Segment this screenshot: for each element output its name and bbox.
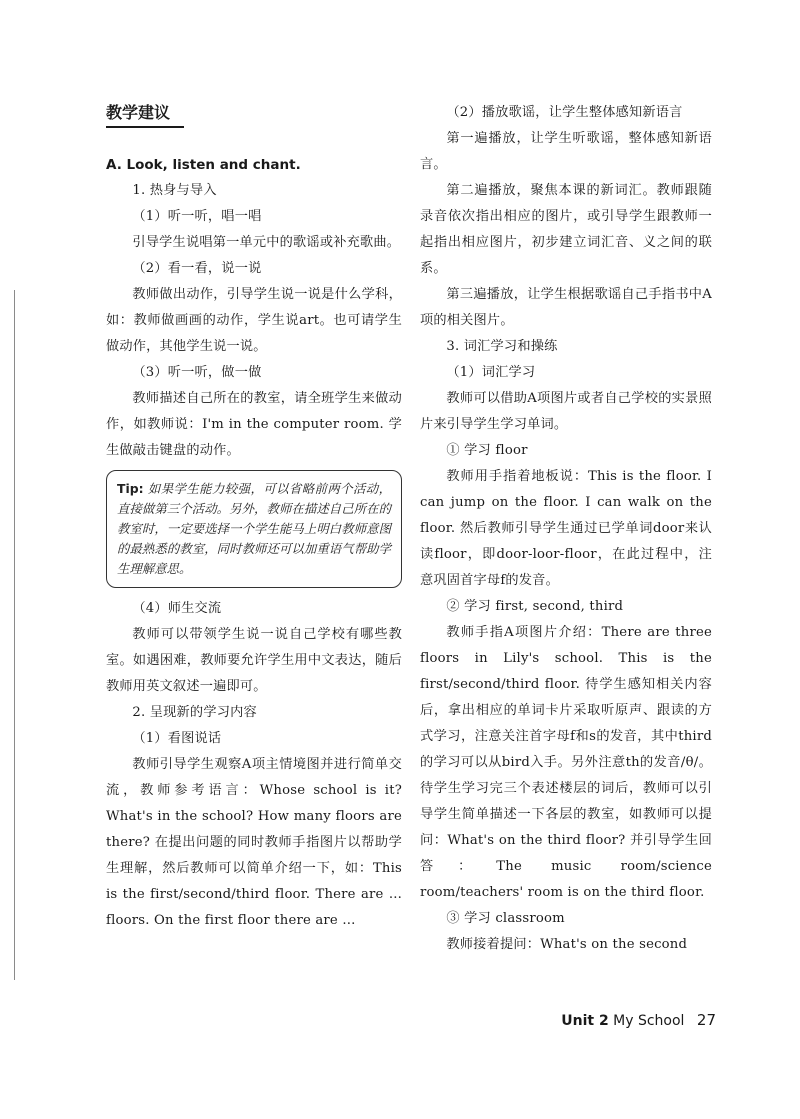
paragraph: 教师可以带领学生说一说自己学校有哪些教室。如遇困难，教师要允许学生用中文表达，随后教师用英文叙述一遍即可。 xyxy=(106,627,402,694)
step-heading: （1）词汇学习 xyxy=(446,365,536,380)
paragraph: 教师可以借助A项图片或者自己学校的实景照片来引导学生学习单词。 xyxy=(420,391,712,432)
paragraph: 第一遍播放，让学生听歌谣，整体感知新语言。 xyxy=(420,131,712,172)
paragraph: 教师做出动作，引导学生说一说是什么学科，如：教师做画画的动作，学生说art。也可请学生做动作，其他学生说一说。 xyxy=(106,287,402,354)
page-number: 27 xyxy=(696,1011,716,1029)
step-heading: （1）看图说话 xyxy=(132,731,222,746)
footer-title: My School xyxy=(613,1013,685,1029)
page-footer xyxy=(516,1010,716,1031)
paragraph: 教师手指A项图片介绍：There are three floors in Lily's school. This is the first/second/third floor. 待学生感知相关内容后，拿出相应的单词卡片采取听原声、跟读的方式学习，注意关注首字母f和s的发音，其中third的学习可以从bird入手。另外注意th的发音/θ/。待学生学习完三个表述楼层的词后，教师可以引导学生简单描述一下各层的教室，如教师可以提问：What's on the third floor? 并引导学生回答：The music room/science room/teachers' room is on the third floor. xyxy=(420,625,712,900)
tip-label: Tip: xyxy=(117,481,144,496)
paragraph: 引导学生说唱第一单元中的歌谣或补充歌曲。 xyxy=(132,235,401,250)
heading-warmup: 1. 热身与导入 xyxy=(132,183,217,198)
subsection-title: A. Look, listen and chant. xyxy=(106,157,301,173)
paragraph: 第三遍播放，让学生根据歌谣自己手指书中A项的相关图片。 xyxy=(420,287,712,328)
step-heading: （1）听一听，唱一唱 xyxy=(132,209,262,224)
tip-box xyxy=(106,470,402,588)
heading-present: 2. 呈现新的学习内容 xyxy=(132,705,257,720)
section-title: 教学建议 xyxy=(106,100,184,128)
item-heading: ② 学习 first, second, third xyxy=(446,599,624,614)
item-heading: ① 学习 floor xyxy=(446,443,528,458)
tip-text: 如果学生能力较强，可以省略前两个活动，直接做第三个活动。另外，教师在描述自己所在的教室时，一定要选择一个学生能马上明白教师意图的最熟悉的教室，同时教师还可以加重语气帮助学生理解意思。 xyxy=(117,481,391,576)
step-heading: （2）看一看，说一说 xyxy=(132,261,262,276)
right-column xyxy=(420,100,712,958)
paragraph: 教师引导学生观察A项主情境图并进行简单交流，教师参考语言：Whose school is it? What's in the school? How many floors are there? 在提出问题的同时教师手指图片以帮助学生理解，然后教师可以简单介绍一下，如：This is the first/second/third floor. There are ... floors. On the first floor there are ... xyxy=(106,757,402,928)
heading-vocab: 3. 词汇学习和操练 xyxy=(446,339,558,354)
step-heading: （4）师生交流 xyxy=(132,601,222,616)
paragraph: 教师接着提问：What's on the second xyxy=(446,937,688,952)
paragraph: 第二遍播放，聚焦本课的新词汇。教师跟随录音依次指出相应的图片，或引导学生跟教师一起指出相应图片，初步建立词汇音、义之间的联系。 xyxy=(420,183,712,276)
binding-line xyxy=(14,290,15,980)
item-heading: ③ 学习 classroom xyxy=(446,911,565,926)
step-heading: （3）听一听，做一做 xyxy=(132,365,262,380)
left-column xyxy=(106,100,402,934)
paragraph: 教师用手指着地板说：This is the floor. I can jump on the floor. I can walk on the floor. 然后教师引导学生通过已学单词door来认读floor，即door-loor-floor，在此过程中，注意巩固首字母f的发音。 xyxy=(420,469,712,588)
footer-unit: Unit 2 xyxy=(561,1013,609,1029)
step-heading: （2）播放歌谣，让学生整体感知新语言 xyxy=(446,105,683,120)
paragraph: 教师描述自己所在的教室，请全班学生来做动作，如教师说：I'm in the computer room. 学生做敲击键盘的动作。 xyxy=(106,391,402,458)
